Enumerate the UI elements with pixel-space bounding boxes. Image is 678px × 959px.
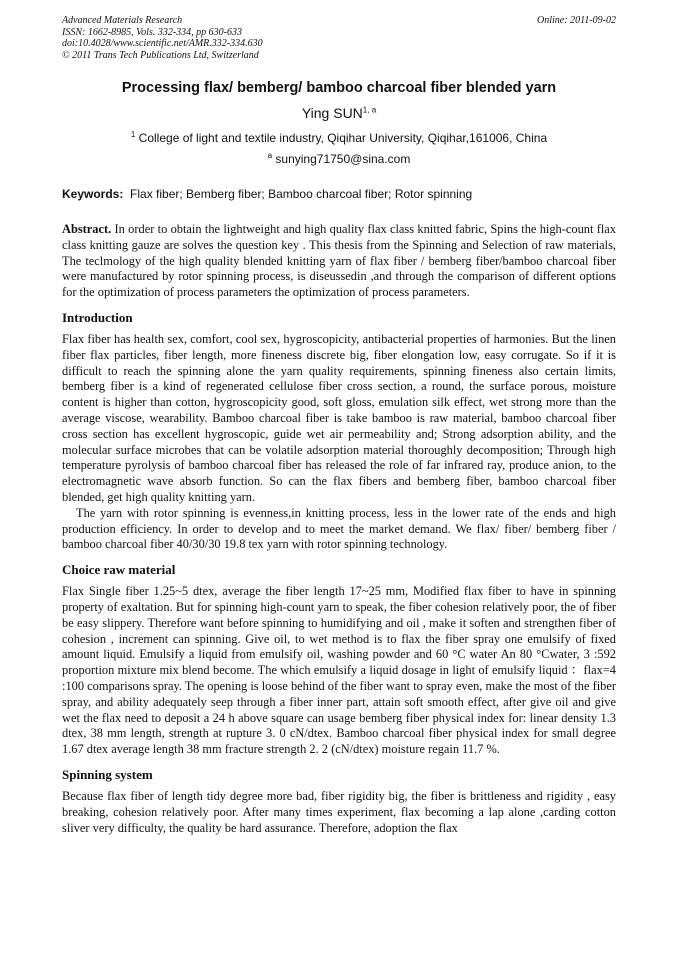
abstract-paragraph: [62, 222, 616, 301]
affiliation: [62, 131, 616, 145]
affiliation-text: College of light and textile industry, Qiqihar University, Qiqihar,161006, China: [138, 131, 548, 145]
email-address[interactable]: sunying71750@sina.com: [275, 152, 411, 166]
doi-line: doi:10.4028/www.scientific.net/AMR.332-334.630: [62, 38, 263, 49]
journal-header: [62, 15, 616, 61]
paper-title: Processing flax/ bemberg/ bamboo charcoal fiber blended yarn: [121, 80, 557, 96]
author-superscript: 1, a: [362, 105, 377, 115]
paper-body: [62, 222, 616, 836]
abstract-label: Abstract.: [62, 222, 112, 236]
section-heading-spinning-system: Spinning system: [62, 766, 153, 782]
section-heading-introduction: Introduction: [62, 309, 133, 325]
email-line: [62, 152, 616, 166]
copyright-line: © 2011 Trans Tech Publications Ltd, Switzerland: [62, 49, 259, 61]
journal-name: Advanced Materials Research: [62, 15, 183, 26]
issn-line: ISSN: 1662-8985, Vols. 332-334, pp 630-633: [62, 26, 242, 38]
keywords: [62, 187, 616, 201]
intro-paragraph-1: Flax fiber has health sex, comfort, cool sex, hygroscopicity, antibacterial properties of harmonies. But the linen fiber flax particles, fiber length, more fineness discrete big, fiber elongation low, easy corrugate. So if it is difficult to reach the spinning alone the yarn quality requirements, spinning fineness also certain limits, bemberg fiber is a kind of regenerated cellulose fiber cross section, a round, the surface porous, moisture content is higher than cotton, hygroscopicity good, soft gloss, emulation silk effect, wet strong more than the average viscose, wearability. Bamboo charcoal fiber is take bamboo is raw material, bamboo charcoal fiber cross section has excellent hygroscopic, guide wet air permeability and; Strong adsorption ability, and the molecular surface microbes that can be volatile adsorption material thoroughly decomposition; Through high temperature pyrolysis of bamboo charcoal fiber has released the role of far infrared ray, produce anion, to the electromagnetic wave absorb function. So can the flax fibers and bemberg fiber, bamboo charcoal fiber blended, get high quality knitting yarn.: [62, 331, 616, 504]
online-date: Online: 2011-09-02: [537, 15, 616, 26]
email-superscript: a: [267, 151, 273, 160]
keywords-text: Flax fiber; Bemberg fiber; Bamboo charcoal fiber; Rotor spinning: [130, 187, 473, 201]
affiliation-superscript: 1: [130, 130, 136, 139]
author-line: [62, 105, 616, 121]
spinning-system-paragraph: Because flax fiber of length tidy degree more bad, fiber rigidity big, the fiber is brittleness and rigidity , easy breaking, cohesion relatively poor. After many times experiment, flax becoming a lap alone ,carding cotton sliver very difficulty, the quality be hard assurance. Therefore, adoption the flax: [62, 788, 616, 835]
section-heading-raw-material: Choice raw material: [62, 562, 176, 578]
keywords-label: Keywords:: [62, 187, 124, 201]
raw-material-paragraph: Flax Single fiber 1.25~5 dtex, average the fiber length 17~25 mm, Modified flax fiber to have in spinning property of exaltation. But for spinning high-count yarn to speak, the fiber cohesion relatively poor, the of fiber be easy slippery. Therefore want before spinning to humidifying and oil , make it soften and strengthen fiber of cohesion , increment can spinning. Give oil, to wet method is to flax the fiber spray one emulsify of fixed amount liquid. Emulsify a liquid from emulsify oil, washing powder and 60 °C water An 80 °Cwater, 3 :592 proportion mixture mix blend become. The which emulsify a liquid dosage in light of emulsify liquid ：flax=4 :100 comparisons spray. The opening is loose behind of the fiber want to spray even, make the most of the fiber spray, and ability adequately seep through a fiber inner part, attain soft smooth effect, after give oil and give wet the flax need to deposit a 24 h above square can usage bemberg fiber physical index for: linear density 1.3 dtex, 38 mm length, strength at rupture 3. 0 cN/dtex. Bamboo charcoal fiber physical index for small degree 1.67 dtex average length 38 mm fracture strength 2. 2 (cN/dtex) moisture regain 11.7 %.: [62, 584, 616, 757]
intro-paragraph-2: The yarn with rotor spinning is evenness,in knitting process, less in the lower rate of the ends and high production efficiency. In order to develop and to meet the market demand. We flax/ fiber/ bemberg fiber / bamboo charcoal fiber 40/30/30 19.8 tex yarn with rotor spinning technology.: [62, 505, 616, 552]
abstract-text: In order to obtain the lightweight and high quality flax class knitted fabric, Spins the high-count flax class knitting gauze are solves the question key . This thesis from the Spinning and Selection of raw materials, The teclmology of the high quality blended knitting yarn of flax fiber / bemberg fiber/bamboo charcoal fiber were manufactured by rotor spinning process, is diseussedin ,and through the comparison of different options for the optimization of process parameters the optimization of process parameters.: [62, 222, 616, 300]
author-name: Ying SUN: [301, 105, 363, 121]
